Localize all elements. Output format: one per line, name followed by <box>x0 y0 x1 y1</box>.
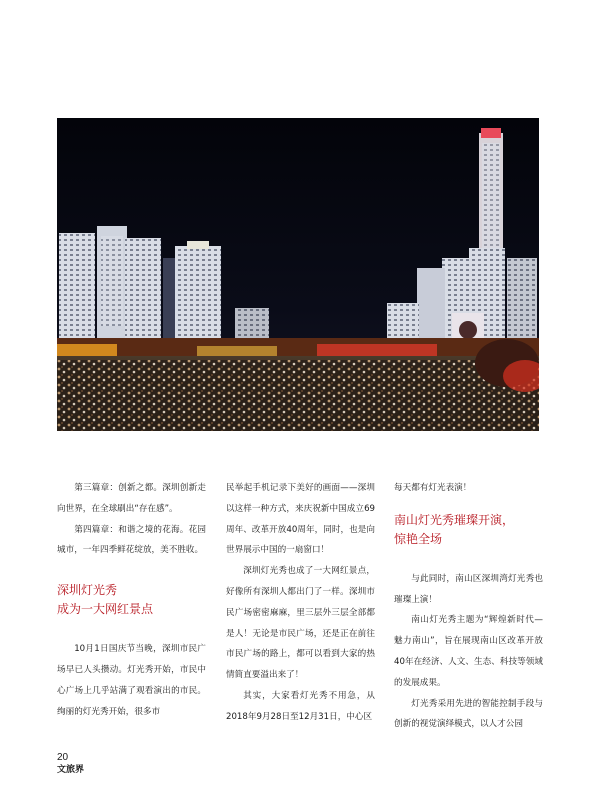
page-number: 20 <box>57 752 69 763</box>
paragraph: 灯光秀采用先进的智能控制手段与创新的视觉演绎模式，以人才公园 <box>394 698 543 730</box>
heading-line: 南山灯光秀璀璨开演， <box>394 512 515 527</box>
heading-line: 惊艳全场 <box>394 531 443 546</box>
publication-name: 文旅界 <box>57 765 85 775</box>
paragraph: 10月1日国庆节当晚，深圳市民广场早已人头攒动。灯光秀开始，市民中心广场上几乎站满了观看演出的市民。绚丽的灯光秀开始，很多市 <box>57 644 206 717</box>
paragraph: 与此同时，南山区深圳湾灯光秀也璀璨上演！ <box>394 573 543 605</box>
paragraph: 南山灯光秀主题为“辉煌新时代—魅力南山”，旨在展现南山区改革开放40年在经济、人文、生态、科技等领域的发展成果。 <box>394 615 543 688</box>
section-heading <box>394 511 543 549</box>
paragraph: 每天都有灯光表演！ <box>394 483 472 493</box>
paragraph: 第四篇章：和谐之境的花海。花园城市，一年四季鲜花绽放，美不胜收。 <box>57 524 206 556</box>
paragraph: 民举起手机记录下美好的画面——深圳以这样一种方式，来庆祝新中国成立69周年、改革开放40周年，同时，也是向世界展示中国的一扇窗口！ <box>226 483 375 556</box>
paragraph: 第三篇章：创新之都。深圳创新走向世界，在全球刷出“存在感”。 <box>57 483 206 514</box>
heading-line: 深圳灯光秀 <box>57 583 118 598</box>
column-3 <box>394 478 543 735</box>
column-1 <box>57 478 206 722</box>
city-night-skyline-photo <box>57 118 539 431</box>
paragraph: 其实，大家看灯光秀不用急，从2018年9月28日至12月31日，中心区 <box>226 690 375 722</box>
column-2 <box>226 478 375 728</box>
section-heading <box>57 581 206 619</box>
heading-line: 成为一大网红景点 <box>57 602 154 617</box>
paragraph: 深圳灯光秀也成了一大网红景点，好像所有深圳人都出门了一样。深圳市民广场密密麻麻，里三层外三层全部都是人！无论是市民广场，还是正在前往市民广场的路上，都可以看到大家的热情简直要溢出来了！ <box>226 566 375 681</box>
